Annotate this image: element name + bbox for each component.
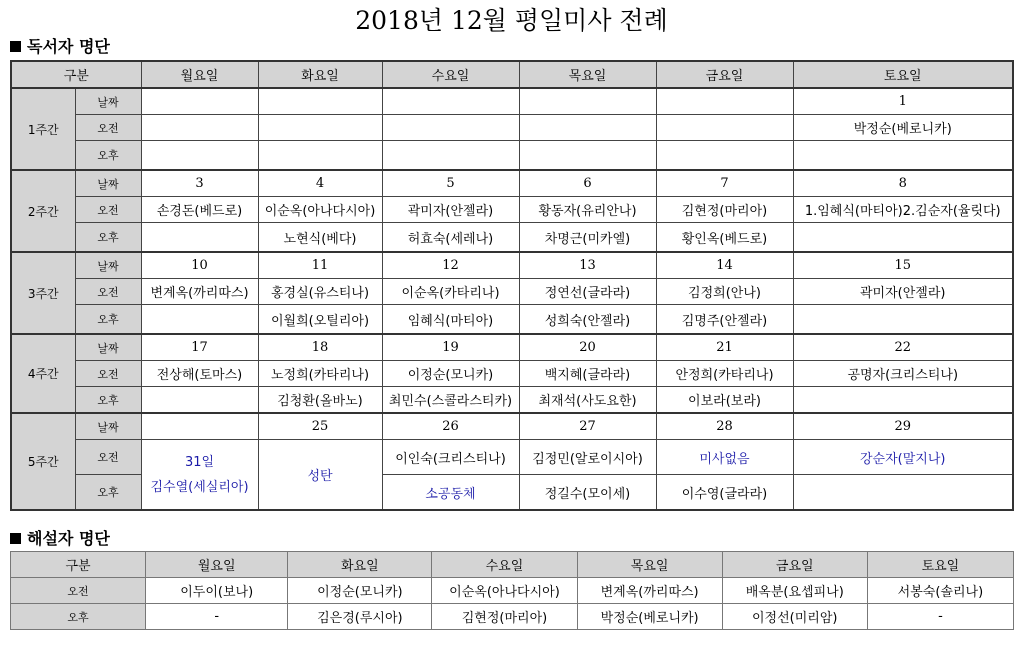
header-cell: 토요일 — [867, 552, 1013, 578]
header-cell: 수요일 — [382, 61, 519, 88]
am-reader-cell: 손경돈(베드로) — [141, 197, 258, 223]
row-label-am: 오전 — [75, 279, 141, 305]
header-cell: 수요일 — [432, 552, 577, 578]
row-label-date: 날짜 — [75, 252, 141, 279]
am-reader-cell: 1.임혜식(마티아)2.김순자(율릿다) — [793, 197, 1013, 223]
date-cell: 13 — [519, 252, 656, 279]
pm-reader-cell — [141, 387, 258, 414]
date-cell — [141, 88, 258, 115]
date-cell: 15 — [793, 252, 1013, 279]
row-label: 오후 — [11, 604, 146, 630]
date-cell: 3 — [141, 170, 258, 197]
am-reader-cell: 곽미자(안젤라) — [382, 197, 519, 223]
date-row — [11, 334, 1013, 361]
am-reader-cell — [519, 115, 656, 141]
square-bullet-icon — [10, 41, 21, 52]
note-date: 31일 — [184, 454, 215, 470]
row-label-am: 오전 — [75, 440, 141, 475]
am-reader-cell — [656, 115, 793, 141]
date-cell: 5 — [382, 170, 519, 197]
date-cell: 28 — [656, 413, 793, 440]
commentator-cell: 이정선(미리암) — [722, 604, 867, 630]
date-cell — [656, 88, 793, 115]
header-cell: 목요일 — [577, 552, 722, 578]
pm-reader-cell: 차명근(미카엘) — [519, 223, 656, 253]
pm-reader-cell: 이보라(보라) — [656, 387, 793, 414]
week-label: 3주간 — [11, 252, 75, 334]
am-reader-cell: 미사없음 — [656, 440, 793, 475]
date-cell — [258, 88, 382, 115]
am-reader-cell — [258, 115, 382, 141]
week-label: 1주간 — [11, 88, 75, 170]
monday-note-cell — [141, 440, 258, 511]
pm-reader-cell — [793, 305, 1013, 335]
header-cell: 금요일 — [656, 61, 793, 88]
commentator-cell: 김은경(루시아) — [288, 604, 432, 630]
pm-reader-cell: 최민수(스콜라스티카) — [382, 387, 519, 414]
am-reader-cell: 변계옥(까리따스) — [141, 279, 258, 305]
date-cell: 6 — [519, 170, 656, 197]
square-bullet-icon — [10, 533, 21, 544]
commentators-table — [10, 551, 1014, 630]
readers-table — [10, 60, 1014, 511]
commentators-section-title: 해설자 명단 — [10, 530, 110, 548]
am-row — [11, 440, 1013, 475]
week-label: 2주간 — [11, 170, 75, 252]
date-cell: 21 — [656, 334, 793, 361]
row-label-pm: 오후 — [75, 141, 141, 171]
am-reader-cell: 강순자(말지나) — [793, 440, 1013, 475]
am-reader-cell: 정연선(글라라) — [519, 279, 656, 305]
date-cell: 22 — [793, 334, 1013, 361]
am-reader-cell: 백지혜(글라라) — [519, 361, 656, 387]
pm-reader-cell — [793, 223, 1013, 253]
am-reader-cell: 김정민(알로이시아) — [519, 440, 656, 475]
pm-reader-cell — [793, 475, 1013, 511]
pm-reader-cell: 최재석(사도요한) — [519, 387, 656, 414]
row-label-date: 날짜 — [75, 413, 141, 440]
pm-row — [11, 223, 1013, 253]
date-cell: 18 — [258, 334, 382, 361]
date-row — [11, 413, 1013, 440]
commentator-row — [11, 578, 1014, 604]
pm-reader-cell: 성희숙(안젤라) — [519, 305, 656, 335]
pm-reader-cell: 허효숙(세레나) — [382, 223, 519, 253]
pm-reader-cell — [258, 141, 382, 171]
row-label-am: 오전 — [75, 197, 141, 223]
row-label-am: 오전 — [75, 115, 141, 141]
week-label: 4주간 — [11, 334, 75, 413]
date-cell: 27 — [519, 413, 656, 440]
am-row — [11, 115, 1013, 141]
row-label-date: 날짜 — [75, 334, 141, 361]
am-reader-cell: 이순옥(아나다시아) — [258, 197, 382, 223]
date-cell — [519, 88, 656, 115]
date-row — [11, 252, 1013, 279]
row-label: 오전 — [11, 578, 146, 604]
am-reader-cell: 황동자(유리안나) — [519, 197, 656, 223]
pm-reader-cell — [141, 141, 258, 171]
pm-reader-cell: 황인옥(베드로) — [656, 223, 793, 253]
date-cell: 11 — [258, 252, 382, 279]
commentator-cell: 김현정(마리아) — [432, 604, 577, 630]
date-row — [11, 88, 1013, 115]
pm-reader-cell — [793, 387, 1013, 414]
header-cell: 구분 — [11, 61, 141, 88]
date-cell: 19 — [382, 334, 519, 361]
date-cell: 4 — [258, 170, 382, 197]
commentator-cell: - — [867, 604, 1013, 630]
row-label-pm: 오후 — [75, 223, 141, 253]
date-cell — [382, 88, 519, 115]
pm-reader-cell: 이수영(글라라) — [656, 475, 793, 511]
am-reader-cell: 곽미자(안젤라) — [793, 279, 1013, 305]
date-cell: 10 — [141, 252, 258, 279]
pm-reader-cell: 이월희(오틸리아) — [258, 305, 382, 335]
commentator-cell: 변계옥(까리따스) — [577, 578, 722, 604]
date-cell: 17 — [141, 334, 258, 361]
readers-section-title: 독서자 명단 — [10, 38, 110, 56]
am-reader-cell: 박정순(베로니카) — [793, 115, 1013, 141]
am-reader-cell: 이인숙(크리스티나) — [382, 440, 519, 475]
pm-reader-cell — [793, 141, 1013, 171]
pm-reader-cell: 정길수(모이세) — [519, 475, 656, 511]
header-cell: 금요일 — [722, 552, 867, 578]
date-cell: 1 — [793, 88, 1013, 115]
week-label: 5주간 — [11, 413, 75, 510]
am-row — [11, 279, 1013, 305]
commentator-cell: - — [146, 604, 288, 630]
page-title: 2018년 12월 평일미사 전례 — [355, 6, 668, 35]
header-cell: 화요일 — [288, 552, 432, 578]
pm-reader-cell: 노현식(베다) — [258, 223, 382, 253]
header-cell: 토요일 — [793, 61, 1013, 88]
am-reader-cell: 노정희(카타리나) — [258, 361, 382, 387]
row-label-pm: 오후 — [75, 475, 141, 511]
pm-reader-cell — [141, 305, 258, 335]
row-label-date: 날짜 — [75, 88, 141, 115]
header-cell: 월요일 — [146, 552, 288, 578]
header-cell: 화요일 — [258, 61, 382, 88]
am-reader-cell: 안정희(카타리나) — [656, 361, 793, 387]
header-row — [11, 61, 1013, 88]
christmas-cell: 성탄 — [258, 440, 382, 511]
am-row — [11, 361, 1013, 387]
am-reader-cell: 공명자(크리스티나) — [793, 361, 1013, 387]
date-cell: 20 — [519, 334, 656, 361]
header-cell: 월요일 — [141, 61, 258, 88]
am-row — [11, 197, 1013, 223]
note-name: 김수열(세실리아) — [150, 479, 249, 495]
am-reader-cell: 홍경실(유스티나) — [258, 279, 382, 305]
commentator-cell: 배옥분(요셉피나) — [722, 578, 867, 604]
am-reader-cell — [141, 115, 258, 141]
pm-reader-cell: 소공동체 — [382, 475, 519, 511]
am-reader-cell: 전상해(토마스) — [141, 361, 258, 387]
date-cell: 29 — [793, 413, 1013, 440]
pm-row — [11, 387, 1013, 414]
row-label-pm: 오후 — [75, 387, 141, 414]
pm-row — [11, 141, 1013, 171]
am-reader-cell: 이순옥(카타리나) — [382, 279, 519, 305]
pm-reader-cell — [382, 141, 519, 171]
am-reader-cell: 이정순(모니카) — [382, 361, 519, 387]
row-label-pm: 오후 — [75, 305, 141, 335]
header-row — [11, 552, 1014, 578]
commentator-cell: 이순옥(아나다시아) — [432, 578, 577, 604]
date-cell: 8 — [793, 170, 1013, 197]
date-cell — [141, 413, 258, 440]
commentator-cell: 이두이(보나) — [146, 578, 288, 604]
date-cell: 26 — [382, 413, 519, 440]
commentator-cell: 박정순(베로니카) — [577, 604, 722, 630]
header-cell: 구분 — [11, 552, 146, 578]
row-label-am: 오전 — [75, 361, 141, 387]
date-cell: 25 — [258, 413, 382, 440]
date-cell: 7 — [656, 170, 793, 197]
pm-reader-cell — [519, 141, 656, 171]
date-cell: 14 — [656, 252, 793, 279]
row-label-date: 날짜 — [75, 170, 141, 197]
commentator-cell: 서봉숙(솔리나) — [867, 578, 1013, 604]
pm-row — [11, 305, 1013, 335]
am-reader-cell — [382, 115, 519, 141]
pm-reader-cell — [656, 141, 793, 171]
commentator-cell: 이정순(모니카) — [288, 578, 432, 604]
date-row — [11, 170, 1013, 197]
commentator-row — [11, 604, 1014, 630]
date-cell: 12 — [382, 252, 519, 279]
pm-reader-cell: 김명주(안젤라) — [656, 305, 793, 335]
pm-reader-cell: 임혜식(마티아) — [382, 305, 519, 335]
header-cell: 목요일 — [519, 61, 656, 88]
am-reader-cell: 김현정(마리아) — [656, 197, 793, 223]
pm-reader-cell — [141, 223, 258, 253]
am-reader-cell: 김정희(안나) — [656, 279, 793, 305]
pm-reader-cell: 김청환(올바노) — [258, 387, 382, 414]
